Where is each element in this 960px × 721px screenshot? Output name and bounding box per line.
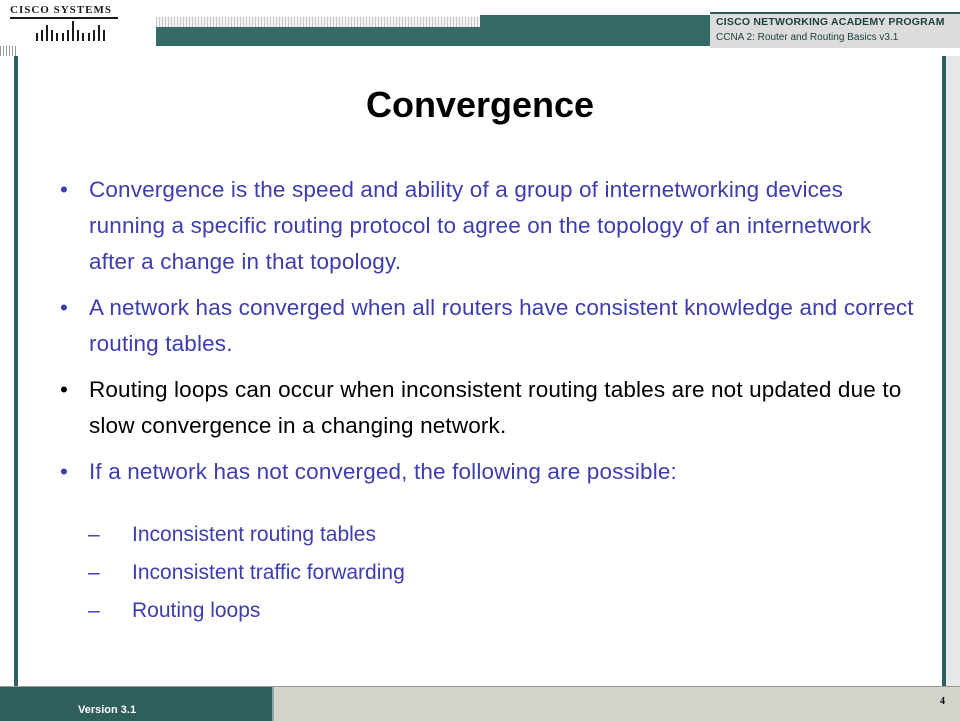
sub-bullet-text: Routing loops [132,599,261,622]
sub-bullet-marker: – [88,599,100,622]
cisco-bridge-logo-icon [36,19,106,41]
bullet-marker: • [60,377,69,402]
bullet-marker: • [60,295,69,320]
header-band-top [480,15,710,27]
bullet-text: Routing loops can occur when inconsistent routing tables are not updated due to slow convergence in a changing network. [89,377,902,438]
bullet-item [60,290,920,362]
sub-bullet-text: Inconsistent routing tables [132,523,376,546]
cisco-logo [0,0,150,46]
header-dot-pattern [0,46,16,56]
bullet-item [60,172,920,280]
slide-frame-right-shade [946,56,960,686]
sub-bullet-marker: – [88,561,100,584]
version-panel [0,687,274,721]
bullet-text: A network has converged when all routers have consistent knowledge and correct routing tables. [89,295,914,356]
sub-bullet-marker: – [88,523,100,546]
logo-text: CISCO SYSTEMS [10,4,112,16]
bullet-item [60,372,920,444]
slide-footer [0,686,960,721]
slide-frame-right [942,56,946,686]
header-stripe [156,17,480,27]
slide-frame-left [14,56,18,686]
bullet-marker: • [60,459,69,484]
slide-title: Convergence [365,84,595,125]
bullet-item [60,454,920,490]
sub-bullet-item [88,560,405,598]
sub-bullet-list [88,522,405,636]
sub-bullet-text: Inconsistent traffic forwarding [132,561,405,584]
program-title: CISCO NETWORKING ACADEMY PROGRAM [716,16,945,28]
program-banner [710,12,960,48]
bullet-text: If a network has not converged, the following are possible: [89,459,677,484]
sub-bullet-item [88,522,405,560]
bullet-text: Convergence is the speed and ability of a group of internetworking devices running a specific routing protocol to agree on the topology of an internetwork after a change in that topology. [89,177,872,274]
bullet-marker: • [60,177,69,202]
version-label: Version 3.1 [78,704,137,716]
sub-bullet-item [88,598,405,636]
course-subtitle: CCNA 2: Router and Routing Basics v3.1 [716,32,899,43]
bullet-list [60,172,920,500]
page-number: 4 [940,696,945,707]
